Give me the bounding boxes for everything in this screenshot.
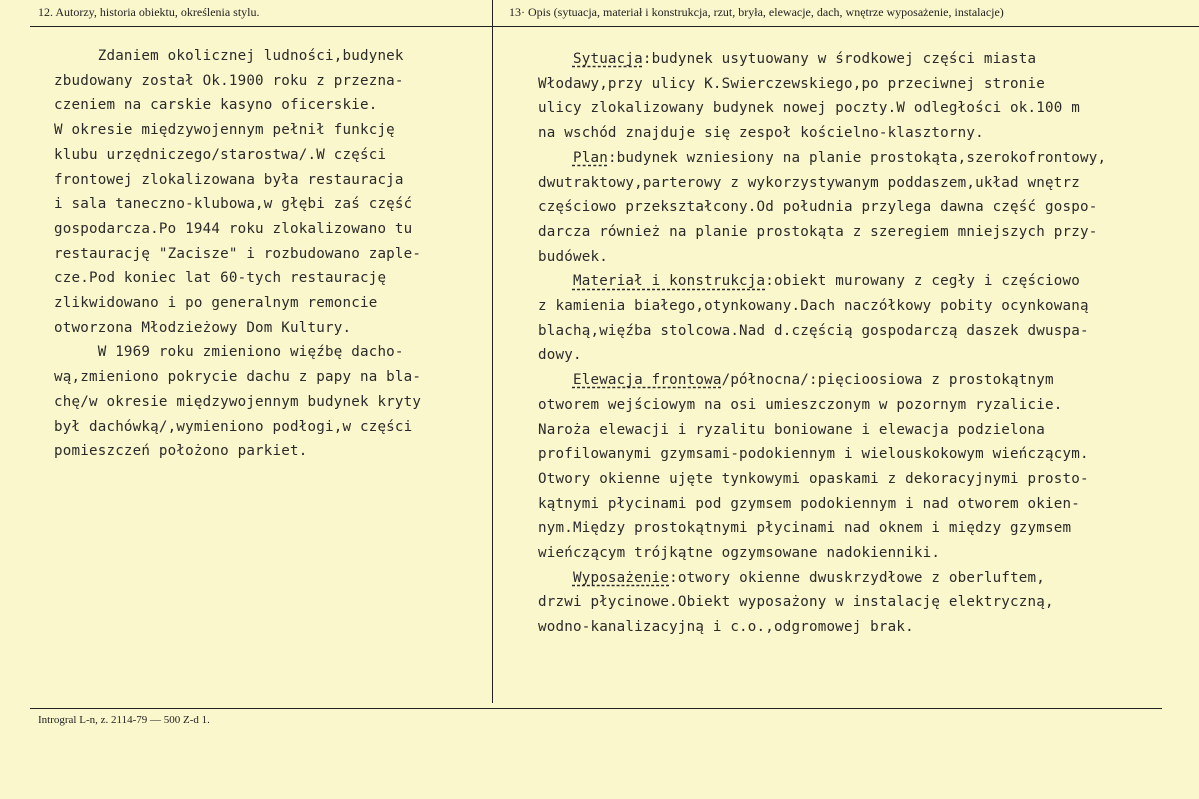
text-line (538, 269, 1198, 294)
text-line (538, 195, 1198, 220)
text-line (538, 96, 1198, 121)
section-label: Materiał i konstrukcja (572, 273, 766, 290)
line-text: wieńczącym trójkątne ogzymsowane nadokienniki. (538, 545, 941, 562)
printer-imprint: Introgral L-n, z. 2114-79 — 500 Z-d 1. (38, 714, 210, 726)
column-divider (492, 0, 493, 703)
line-text: /północna/:pięcioosiowa z prostokątnym (721, 372, 1054, 389)
line-text: Otwory okienne ujęte tynkowymi opaskami z dekoracyjnymi prosto- (538, 470, 1089, 487)
line-text: z kamienia białego,otynkowany.Dach naczółkowy pobity ocynkowaną (538, 298, 1089, 315)
text-line (538, 319, 1198, 344)
line-text: wodno-kanalizacyjną i c.o.,odgromowej brak. (538, 619, 914, 636)
text-line (538, 541, 1198, 566)
text-line: był dachówką/,wymieniono podłogi,w części (54, 418, 413, 435)
description-text-column (538, 47, 1198, 640)
bottom-rule (30, 708, 1162, 709)
top-rule (30, 26, 1199, 27)
text-line: czeniem na carskie kasyno oficerskie. (54, 97, 378, 114)
text-line: zlikwidowano i po generalnym remoncie (54, 295, 378, 312)
text-line (538, 146, 1198, 171)
text-line (538, 294, 1198, 319)
text-line (538, 492, 1198, 517)
text-line (538, 121, 1198, 146)
line-text: dwutraktowy,parterowy z wykorzystywanym poddaszem,układ wnętrz (538, 174, 1080, 191)
line-text: otworem wejściowym na osi umieszczonym w pozornym ryzalicie. (538, 396, 1063, 413)
line-text: darcza również na planie prostokąta z szeregiem mniejszych przy- (538, 223, 1098, 240)
text-line (538, 442, 1198, 467)
line-text: Naroża elewacji i ryzalitu boniowane i elewacja podzielona (538, 421, 1046, 438)
line-text: :budynek usytuowany w środkowej części miasta (642, 51, 1037, 67)
text-line: klubu urzędniczego/starostwa/.W części (54, 146, 387, 163)
text-line (538, 72, 1198, 97)
text-line: frontowej zlokalizowana była restauracja (54, 171, 404, 188)
section-13-heading: 13· Opis (sytuacja, materiał i konstrukcja, rzut, bryła, elewacje, dach, wnętrze wyposażenie, instalacje) (509, 5, 1004, 19)
section-12-heading: 12. Autorzy, historia obiektu, określenia stylu. (38, 5, 260, 19)
section-label: Plan (572, 149, 608, 166)
line-text: blachą,więźba stolcowa.Nad d.częścią gospodarczą daszek dwuspa- (538, 322, 1089, 339)
text-line: restaurację "Zacisze" i rozbudowano zaple- (54, 245, 422, 262)
line-text: :budynek wzniesiony na planie prostokąta,szerokofrontowy, (607, 149, 1107, 166)
text-line (538, 393, 1198, 418)
text-line: wą,zmieniono pokrycie dachu z papy na bla- (54, 369, 422, 386)
section-label: Elewacja frontowa (572, 372, 722, 389)
line-text: dowy. (538, 347, 582, 364)
text-line (538, 418, 1198, 443)
text-line: W 1969 roku zmieniono więźbę dacho- (54, 344, 404, 361)
text-line: zbudowany został Ok.1900 roku z przezna- (54, 72, 404, 89)
text-line (538, 590, 1198, 615)
line-text: na wschód znajduje się zespoł kościelno-klasztorny. (538, 125, 984, 142)
line-text: :obiekt murowany z cegły i częściowo (765, 273, 1080, 290)
text-line: otworzona Młodzieżowy Dom Kultury. (54, 319, 352, 336)
text-line: Zdaniem okolicznej ludności,budynek (54, 48, 404, 64)
text-line: pomieszczeń położono parkiet. (54, 443, 308, 460)
line-text: profilowanymi gzymsami-podokiennym i wielouskokowym wieńczącym. (538, 446, 1089, 463)
text-line: i sala taneczno-klubowa,w głębi zaś część (54, 196, 413, 213)
text-line (538, 566, 1198, 591)
section-label: Sytuacja (572, 51, 643, 67)
text-line: chę/w okresie międzywojennym budynek kryty (54, 393, 422, 410)
line-text: :otwory okienne dwuskrzydłowe z oberluftem, (669, 569, 1046, 586)
section-label: Wyposażenie (572, 569, 670, 586)
text-line (538, 368, 1198, 393)
text-line: gospodarcza.Po 1944 roku zlokalizowano tu (54, 220, 413, 237)
line-text: ulicy zlokalizowany budynek nowej poczty.W odległości ok.100 m (538, 100, 1080, 117)
text-line (538, 467, 1198, 492)
history-text-column (54, 44, 488, 464)
text-line (538, 516, 1198, 541)
text-line (538, 220, 1198, 245)
text-line: W okresie międzywojennym pełnił funkcję (54, 122, 395, 139)
line-text: kątnymi płycinami pod gzymsem podokiennym i nad otworem okien- (538, 495, 1080, 512)
text-line (538, 615, 1198, 640)
line-text: budówek. (538, 248, 608, 265)
text-line: cze.Pod koniec lat 60-tych restaurację (54, 270, 387, 287)
line-text: Włodawy,przy ulicy K.Swierczewskiego,po przeciwnej stronie (538, 75, 1046, 92)
line-text: nym.Między prostokątnymi płycinami nad oknem i między gzymsem (538, 520, 1072, 537)
text-line (538, 245, 1198, 270)
text-line (538, 47, 1198, 72)
line-text: drzwi płycinowe.Obiekt wyposażony w instalację elektryczną, (538, 594, 1054, 611)
text-line (538, 343, 1198, 368)
text-line (538, 171, 1198, 196)
line-text: częściowo przekształcony.Od południa przylega dawna część gospo- (538, 199, 1098, 216)
